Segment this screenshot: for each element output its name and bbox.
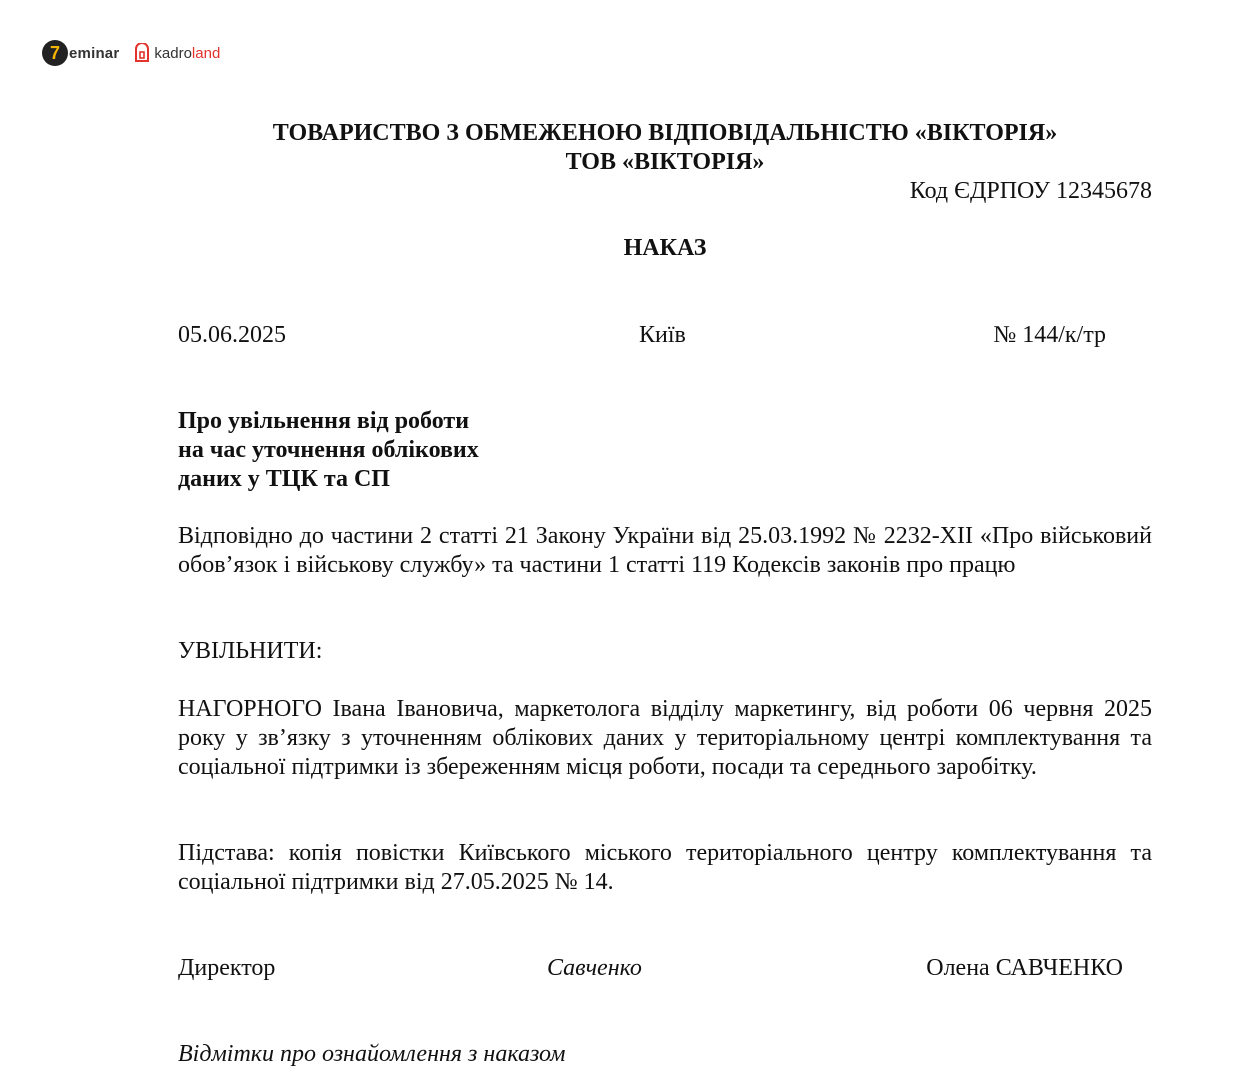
basis-paragraph: Підстава: копія повістки Київського міського територіального центру комплектування та соціальної підтримки від 27.05.2025 № 14. [178, 840, 1152, 895]
kadroland-logo [133, 43, 220, 63]
seminar-logo-text: eminar [69, 44, 120, 62]
org-full-name: ТОВАРИСТВО З ОБМЕЖЕНОЮ ВІДПОВІДАЛЬНІСТЮ «ВІКТОРІЯ» [272, 120, 1058, 146]
kadroland-logo-text-accent: land [191, 44, 221, 62]
edrpou-code: Код ЄДРПОУ 12345678 [909, 178, 1152, 204]
employee-surname: НАГОРНОГО [178, 696, 322, 722]
subject-line-1: Про увільнення від роботи [178, 408, 470, 434]
org-short-name: ТОВ «ВІКТОРІЯ» [565, 149, 765, 175]
signer-name: Олена САВЧЕНКО [926, 955, 1123, 981]
logos-bar [42, 40, 220, 66]
signer-position: Директор [178, 955, 276, 981]
kadroland-logo-text [154, 45, 220, 62]
kadroland-logo-icon [133, 43, 151, 63]
subject-line-2: на час уточнення облікових [178, 437, 479, 463]
kadroland-logo-text-main: kadro [154, 44, 192, 62]
preamble-paragraph: Відповідно до частини 2 статті 21 Закону України від 25.03.1992 № 2232-ХІІ «Про військовий обов’язок і військову службу» та частини 1 статті 119 Кодексів законів про працю [178, 523, 1152, 578]
subject-line-3: даних у ТЦК та СП [178, 466, 390, 492]
document-city: Київ [639, 322, 686, 348]
acknowledgement-note: Відмітки про ознайомлення з наказом [178, 1041, 566, 1067]
signature: Савченко [547, 955, 642, 981]
body-paragraph [178, 695, 1152, 782]
document-title: НАКАЗ [623, 235, 707, 261]
seminar-logo [42, 40, 119, 66]
directive-heading: УВІЛЬНИТИ: [178, 638, 323, 664]
seminar-logo-mark: 7 [42, 40, 68, 66]
document-number: № 144/к/тр [993, 322, 1106, 348]
document-date: 05.06.2025 [178, 322, 286, 348]
body-text: Івана Івановича, маркетолога відділу маркетингу, від роботи 06 червня 2025 року у зв’язку з уточненням облікових даних у територіальному центрі комплектування та соціальної підтримки із збереженням місця роботи, посади та середнього заробітку. [178, 696, 1152, 780]
